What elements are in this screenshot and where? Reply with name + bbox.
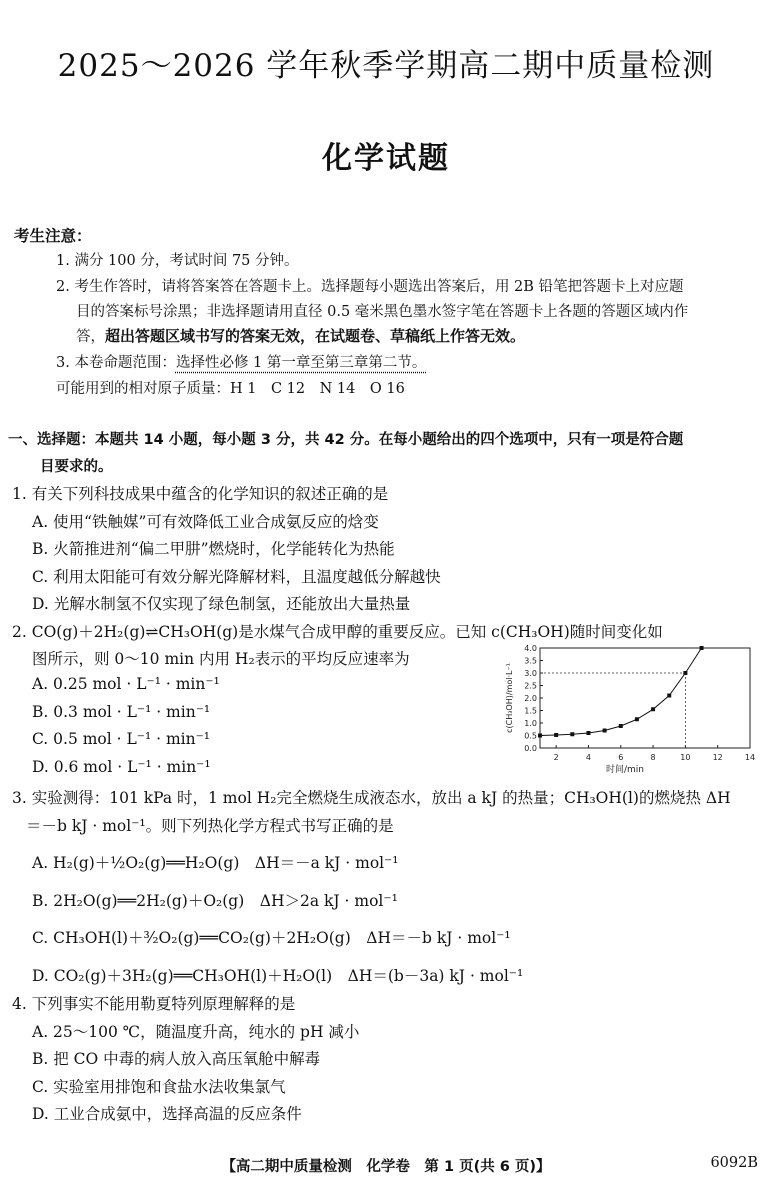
q2-stem-b: 图所示，则 0～10 min 内用 H₂表示的平均反应速率为 xyxy=(32,650,410,668)
notice-line-1: 1. 满分 100 分，考试时间 75 分钟。 xyxy=(56,253,299,269)
y-tick-label: 2.0 xyxy=(524,694,537,703)
notice-line-2b: 目的答案标号涂黑；非选择题请用直径 0.5 毫米黑色墨水签字笔在答题卡上各题的答题区域内作 xyxy=(76,304,689,320)
concentration-time-chart xyxy=(500,640,762,780)
data-point xyxy=(538,734,542,738)
q4-option-c: C. 实验室用排饱和食盐水法收集氯气 xyxy=(32,1078,286,1096)
q3-option-a: A. H₂(g)＋½O₂(g)══H₂O(g) ΔH＝－a kJ · mol⁻¹ xyxy=(32,854,399,872)
q4-stem: 4. 下列事实不能用勒夏特列原理解释的是 xyxy=(12,995,296,1013)
q2-option-b: B. 0.3 mol · L⁻¹ · min⁻¹ xyxy=(32,703,211,721)
notice-line-2c-plain: 答， xyxy=(76,329,105,345)
q4-option-d: D. 工业合成氨中，选择高温的反应条件 xyxy=(32,1105,302,1123)
x-tick-label: 12 xyxy=(712,753,723,762)
y-axis-label: c(CH₃OH)/mol·L⁻¹ xyxy=(505,663,514,733)
series-line xyxy=(540,648,702,736)
exam-subject: 化学试题 xyxy=(322,141,450,176)
section-1-header-b: 目要求的。 xyxy=(40,459,113,475)
q1-option-b: B. 火箭推进剂“偏二甲肼”燃烧时，化学能转化为热能 xyxy=(32,540,395,558)
data-point xyxy=(570,732,574,736)
q3-stem-b: ＝－b kJ · mol⁻¹。则下列热化学方程式书写正确的是 xyxy=(26,817,394,835)
x-tick-label: 6 xyxy=(618,753,624,762)
x-tick-label: 2 xyxy=(553,753,559,762)
notice-heading: 考生注意： xyxy=(14,227,92,245)
data-point xyxy=(554,733,558,737)
q2-option-a: A. 0.25 mol · L⁻¹ · min⁻¹ xyxy=(32,675,220,693)
x-tick-label: 14 xyxy=(744,753,756,762)
y-tick-label: 4.0 xyxy=(524,644,537,653)
q1-stem: 1. 有关下列科技成果中蕴含的化学知识的叙述正确的是 xyxy=(12,485,389,503)
data-point xyxy=(586,731,590,735)
notice-bold-warning: 超出答题区域书写的答案无效，在试题卷、草稿纸上作答无效。 xyxy=(105,327,526,345)
y-tick-label: 1.5 xyxy=(524,706,537,716)
q3-stem-a: 3. 实验测得：101 kPa 时，1 mol H₂完全燃烧生成液态水，放出 a kJ 的热量；CH₃OH(l)的燃烧热 ΔH xyxy=(12,789,731,807)
x-tick-label: 10 xyxy=(680,753,691,762)
footer-page-info: 【高二期中质量检测 化学卷 第 1 页(共 6 页)】 xyxy=(221,1159,551,1175)
q1-option-d: D. 光解水制氢不仅实现了绿色制氢，还能放出大量热量 xyxy=(32,595,411,613)
x-axis-label: 时间/min xyxy=(605,765,645,775)
y-tick-label: 1.0 xyxy=(524,719,537,728)
exam-title: 2025～2026 学年秋季学期高二期中质量检测 xyxy=(57,48,715,84)
q1-option-a: A. 使用“铁触媒”可有效降低工业合成氨反应的焓变 xyxy=(32,513,379,531)
q3-option-d: D. CO₂(g)＋3H₂(g)══CH₃OH(l)＋H₂O(l) ΔH＝(b－3a) kJ · mol⁻¹ xyxy=(32,967,524,985)
notice-line-3 xyxy=(56,351,426,372)
q4-option-b: B. 把 CO 中毒的病人放入高压氧舱中解毒 xyxy=(32,1050,321,1068)
data-point xyxy=(651,707,655,711)
data-point xyxy=(700,646,704,650)
x-tick-label: 8 xyxy=(650,753,656,762)
q1-option-c: C. 利用太阳能可有效分解光降解材料，且温度越低分解越快 xyxy=(32,568,441,586)
y-tick-label: 0.0 xyxy=(524,744,537,753)
data-point xyxy=(603,729,607,733)
y-tick-label: 3.5 xyxy=(524,656,537,666)
notice-line-3-plain: 3. 本卷命题范围： xyxy=(56,355,176,371)
data-point xyxy=(683,671,687,675)
notice-scope: 选择性必修 1 第一章至第三章第二节。 xyxy=(175,355,427,371)
q3-option-c: C. CH₃OH(l)＋³⁄₂O₂(g)══CO₂(g)＋2H₂O(g) ΔH＝－b kJ · mol⁻¹ xyxy=(32,929,511,947)
atomic-masses: 可能用到的相对原子质量：H 1 C 12 N 14 O 16 xyxy=(56,381,405,397)
q2-option-d: D. 0.6 mol · L⁻¹ · min⁻¹ xyxy=(32,758,211,776)
data-point xyxy=(667,694,671,698)
data-point xyxy=(635,717,639,721)
y-tick-label: 0.5 xyxy=(524,731,537,741)
q2-stem-a: 2. CO(g)＋2H₂(g)⇌CH₃OH(g)是水煤气合成甲醇的重要反应。已知 c(CH₃OH)随时间变化如 xyxy=(12,623,663,641)
notice-line-2a: 2. 考生作答时，请将答案答在答题卡上。选择题每小题选出答案后，用 2B 铅笔把答题卡上对应题 xyxy=(56,279,684,295)
section-1-header-a: 一、选择题：本题共 14 小题，每小题 3 分，共 42 分。在每小题给出的四个选项中，只有一项是符合题 xyxy=(8,432,684,448)
y-tick-label: 3.0 xyxy=(524,669,537,678)
footer-code: 6092B xyxy=(710,1155,758,1171)
q3-option-b: B. 2H₂O(g)══2H₂(g)＋O₂(g) ΔH＞2a kJ · mol⁻¹ xyxy=(32,892,398,910)
notice-line-2c xyxy=(76,325,525,346)
data-point xyxy=(619,724,623,728)
q4-option-a: A. 25～100 ℃，随温度升高，纯水的 pH 减小 xyxy=(32,1023,360,1041)
q2-option-c: C. 0.5 mol · L⁻¹ · min⁻¹ xyxy=(32,730,211,748)
y-tick-label: 2.5 xyxy=(524,681,537,691)
x-tick-label: 4 xyxy=(585,753,592,762)
